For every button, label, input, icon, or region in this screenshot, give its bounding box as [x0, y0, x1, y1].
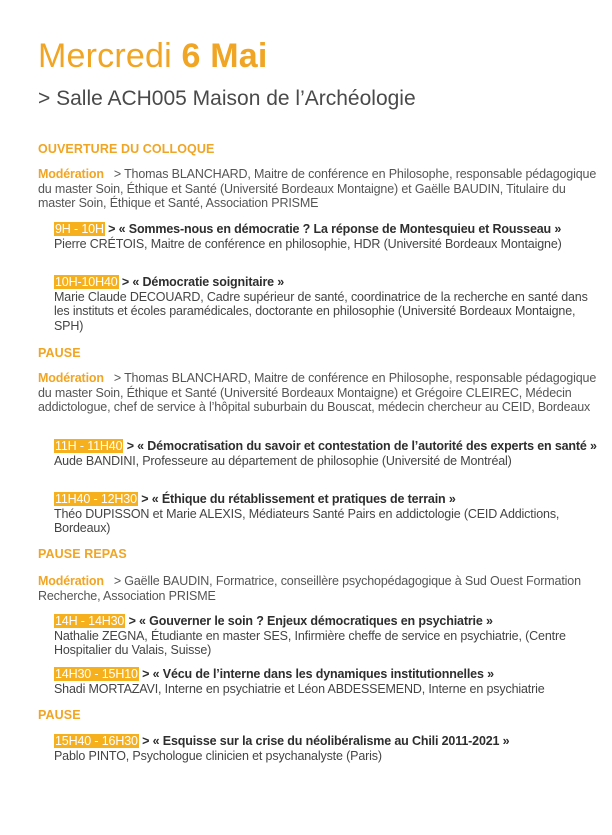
day-prefix: Mercredi: [38, 37, 172, 75]
day-heading: [38, 36, 268, 76]
day-date: 6 Mai: [181, 37, 268, 75]
moderation-text: > Thomas BLANCHARD, Maitre de conférence en Philosophe, responsable pédagogique du master Soin, Éthique et Santé (Université Bordeaux Montaigne) et Gaëlle BAUDIN, Titulaire du master Soin, Éthique et Santé, Association PRISME: [38, 167, 597, 210]
talk-title: > « Vécu de l’interne dans les dynamiques institutionnelles »: [142, 667, 494, 681]
talk-item: [54, 734, 602, 763]
moderation-text: > Thomas BLANCHARD, Maitre de conférence en Philosophe, responsable pédagogique du master Soin, Éthique et Santé (Université Bordeaux Montaigne) et Grégoire CLEIREC, Médecin addictologue, chef de service à l’hôpital suburbain du Bouscat, médecin chercheur au CEID, Bordeaux: [38, 371, 597, 414]
time-badge: 10H-10H40: [55, 275, 118, 289]
section-lunch: PAUSE REPAS: [38, 547, 127, 561]
talk-speakers: Aude BANDINI, Professeure au département de philosophie (Université de Montréal): [54, 453, 512, 468]
time-badge: 15H40 - 16H30: [55, 734, 138, 748]
moderation-block: [38, 371, 598, 415]
talk-speakers: Pierre CRÉTOIS, Maitre de conférence en philosophie, HDR (Université Bordeaux Montaigne): [54, 236, 562, 251]
talk-title: > « Démocratisation du savoir et contestation de l’autorité des experts en santé »: [126, 439, 597, 453]
talk-item: [54, 492, 602, 536]
talk-title: > « Gouverner le soin ? Enjeux démocratiques en psychiatrie »: [128, 614, 493, 628]
time-badge: 14H - 14H30: [55, 614, 125, 628]
moderation-label: Modération: [38, 371, 104, 385]
talk-item: [54, 667, 602, 696]
moderation-block: [38, 574, 598, 603]
talk-title: > « Esquisse sur la crise du néolibéralisme au Chili 2011-2021 »: [142, 734, 510, 748]
talk-item: [54, 222, 602, 251]
moderation-block: [38, 167, 598, 211]
talk-speakers: Marie Claude DECOUARD, Cadre supérieur de santé, coordinatrice de la recherche en santé dans les instituts et écoles paramédicales, doctorante en philosophie (Université Bordeaux Montaigne, SPH): [54, 289, 588, 333]
talk-title: > « Démocratie soignitaire »: [121, 275, 285, 289]
talk-speakers: Shadi MORTAZAVI, Interne en psychiatrie et Léon ABDESSEMEND, Interne en psychiatrie: [54, 681, 545, 696]
talk-item: [54, 275, 602, 333]
time-badge: 9H - 10H: [55, 222, 104, 236]
time-badge: 14H30 - 15H10: [55, 667, 138, 681]
section-pause-2: PAUSE: [38, 708, 81, 722]
talk-speakers: Pablo PINTO, Psychologue clinicien et psychanalyste (Paris): [54, 748, 382, 763]
section-opening: OUVERTURE DU COLLOQUE: [38, 142, 215, 156]
section-pause: PAUSE: [38, 346, 81, 360]
time-badge: 11H40 - 12H30: [55, 492, 137, 506]
moderation-text: > Gaëlle BAUDIN, Formatrice, conseillère psychopédagogique à Sud Ouest Formation Recherche, Association PRISME: [38, 574, 581, 603]
moderation-label: Modération: [38, 574, 104, 588]
talk-speakers: Nathalie ZEGNA, Étudiante en master SES, Infirmière cheffe de service en psychiatrie, (Centre Hospitalier du Valais, Suisse): [54, 628, 566, 657]
room-heading: > Salle ACH005 Maison de l’Archéologie: [38, 87, 416, 110]
moderation-label: Modération: [38, 167, 104, 181]
time-badge: 11H - 11H40: [55, 439, 123, 453]
talk-title: > « Éthique du rétablissement et pratiques de terrain »: [141, 492, 456, 506]
talk-item: [54, 439, 602, 468]
talk-speakers: Théo DUPISSON et Marie ALEXIS, Médiateurs Santé Pairs en addictologie (CEID Addictions, Bordeaux): [54, 506, 560, 535]
talk-item: [54, 614, 602, 658]
talk-title: > « Sommes-nous en démocratie ? La réponse de Montesquieu et Rousseau »: [108, 222, 562, 236]
